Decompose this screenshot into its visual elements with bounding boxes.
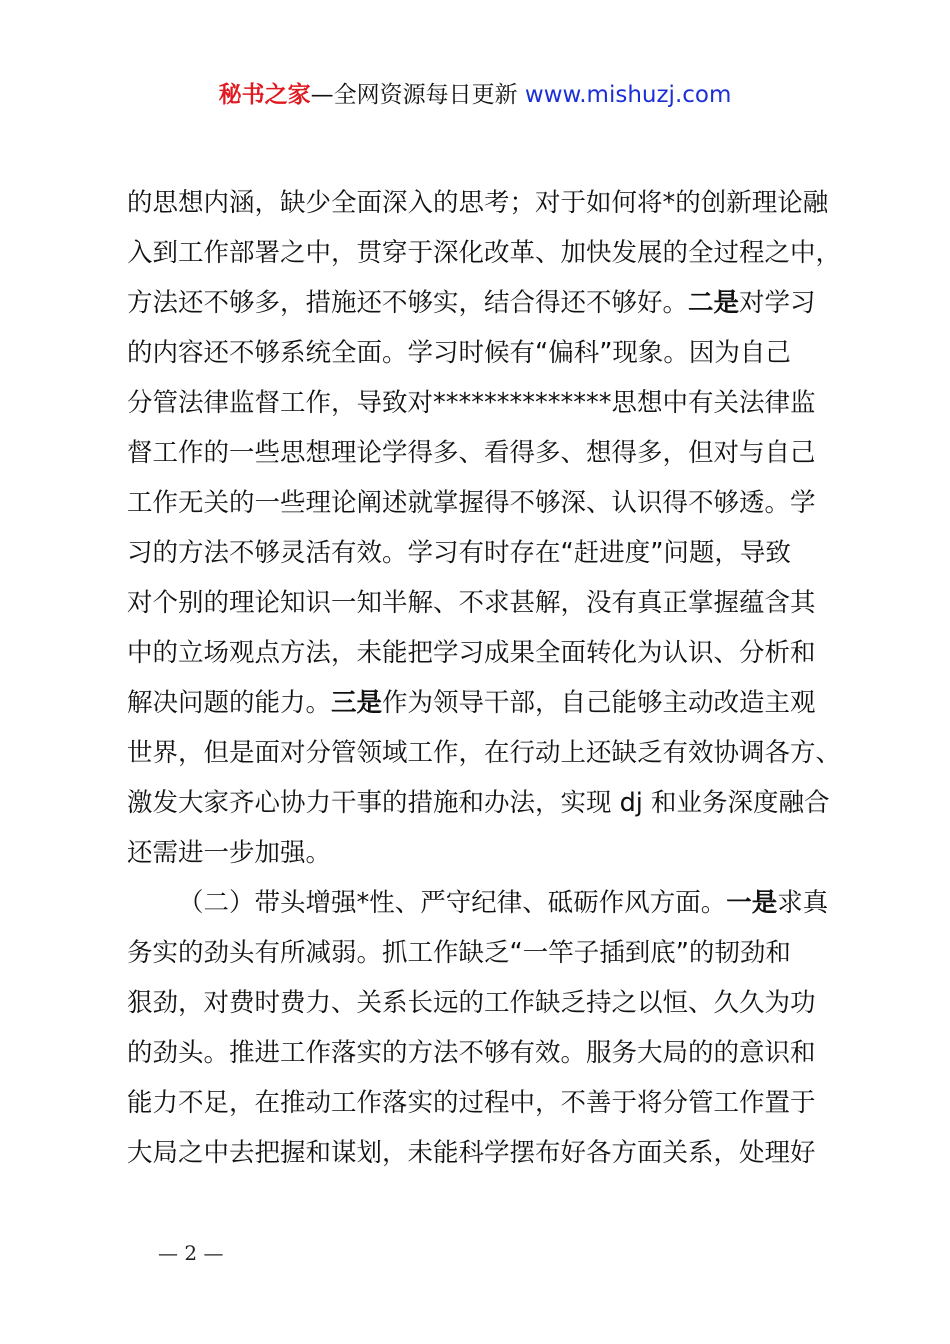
text-segment: 督工作的一些思想理论学得多、看得多、想得多，但对与自己	[127, 438, 816, 468]
text-segment: 狠劲，对费时费力、关系长远的工作缺乏持之以恒、久久为功	[127, 988, 816, 1018]
text-line	[127, 228, 847, 278]
text-segment: 求真	[777, 888, 829, 918]
text-line	[127, 828, 847, 878]
text-segment: 对个别的理论知识一知半解、不求甚解，没有真正掌握蕴含其	[127, 588, 816, 618]
text-line	[127, 478, 847, 528]
text-segment: 作为领导干部，自己能够主动改造主观	[382, 688, 816, 718]
text-segment: （二）带头增强*性、严守纪律、砥砺作风方面。	[178, 888, 727, 918]
text-segment: 激发大家齐心协力干事的措施和办法，实现 dj 和业务深度融合	[127, 788, 830, 818]
text-line	[127, 1028, 847, 1078]
text-segment: 世界，但是面对分管领域工作，在行动上还缺乏有效协调各方、	[127, 738, 842, 768]
bold-keyword: 三是	[331, 688, 383, 718]
text-segment: 方法还不够多，措施还不够实，结合得还不够好。	[127, 288, 689, 318]
text-line	[127, 628, 847, 678]
text-line	[127, 678, 847, 728]
text-segment: 的内容还不够系统全面。学习时候有“偏科”现象。因为自己	[127, 338, 791, 368]
site-banner	[0, 78, 950, 112]
bold-keyword: 一是	[726, 888, 778, 918]
brand-name: 秘书之家	[218, 82, 311, 108]
text-line	[127, 928, 847, 978]
text-segment: 大局之中去把握和谋划，未能科学摆布好各方面关系，处理好	[127, 1138, 816, 1168]
text-segment: 对学习	[739, 288, 816, 318]
text-line	[127, 578, 847, 628]
text-segment: 入到工作部署之中，贯穿于深化改革、加快发展的全过程之中，	[127, 238, 842, 268]
text-segment: 解决问题的能力。	[127, 688, 332, 718]
text-segment: 的劲头。推进工作落实的方法不够有效。服务大局的的意识和	[127, 1038, 816, 1068]
text-line	[127, 978, 847, 1028]
text-segment: 还需进一步加强。	[127, 838, 332, 868]
text-line	[127, 378, 847, 428]
page-number: — 2 —	[158, 1241, 224, 1265]
site-url-link[interactable]: www.mishuzj.com	[524, 82, 732, 108]
text-line	[127, 428, 847, 478]
text-segment: 务实的劲头有所减弱。抓工作缺乏“一竿子插到底”的韧劲和	[127, 938, 791, 968]
text-segment: 习的方法不够灵活有效。学习有时存在“赶进度”问题，导致	[127, 538, 791, 568]
text-line	[127, 178, 847, 228]
text-line	[127, 328, 847, 378]
text-line	[127, 528, 847, 578]
text-line	[127, 878, 847, 928]
bold-keyword: 二是	[688, 288, 740, 318]
text-segment: 中的立场观点方法，未能把学习成果全面转化为认识、分析和	[127, 638, 816, 668]
text-line	[127, 278, 847, 328]
banner-tagline: —全网资源每日更新	[310, 82, 525, 108]
text-line	[127, 1078, 847, 1128]
text-line	[127, 778, 847, 828]
text-segment: 的思想内涵，缺少全面深入的思考；对于如何将*的创新理论融	[127, 188, 829, 218]
text-segment: 能力不足，在推动工作落实的过程中，不善于将分管工作置于	[127, 1088, 816, 1118]
text-segment: 工作无关的一些理论阐述就掌握得不够深、认识得不够透。学	[127, 488, 816, 518]
document-body	[127, 178, 847, 1178]
text-line	[127, 728, 847, 778]
text-line	[127, 1128, 847, 1178]
text-segment: 分管法律监督工作，导致对**************思想中有关法律监	[127, 388, 816, 418]
